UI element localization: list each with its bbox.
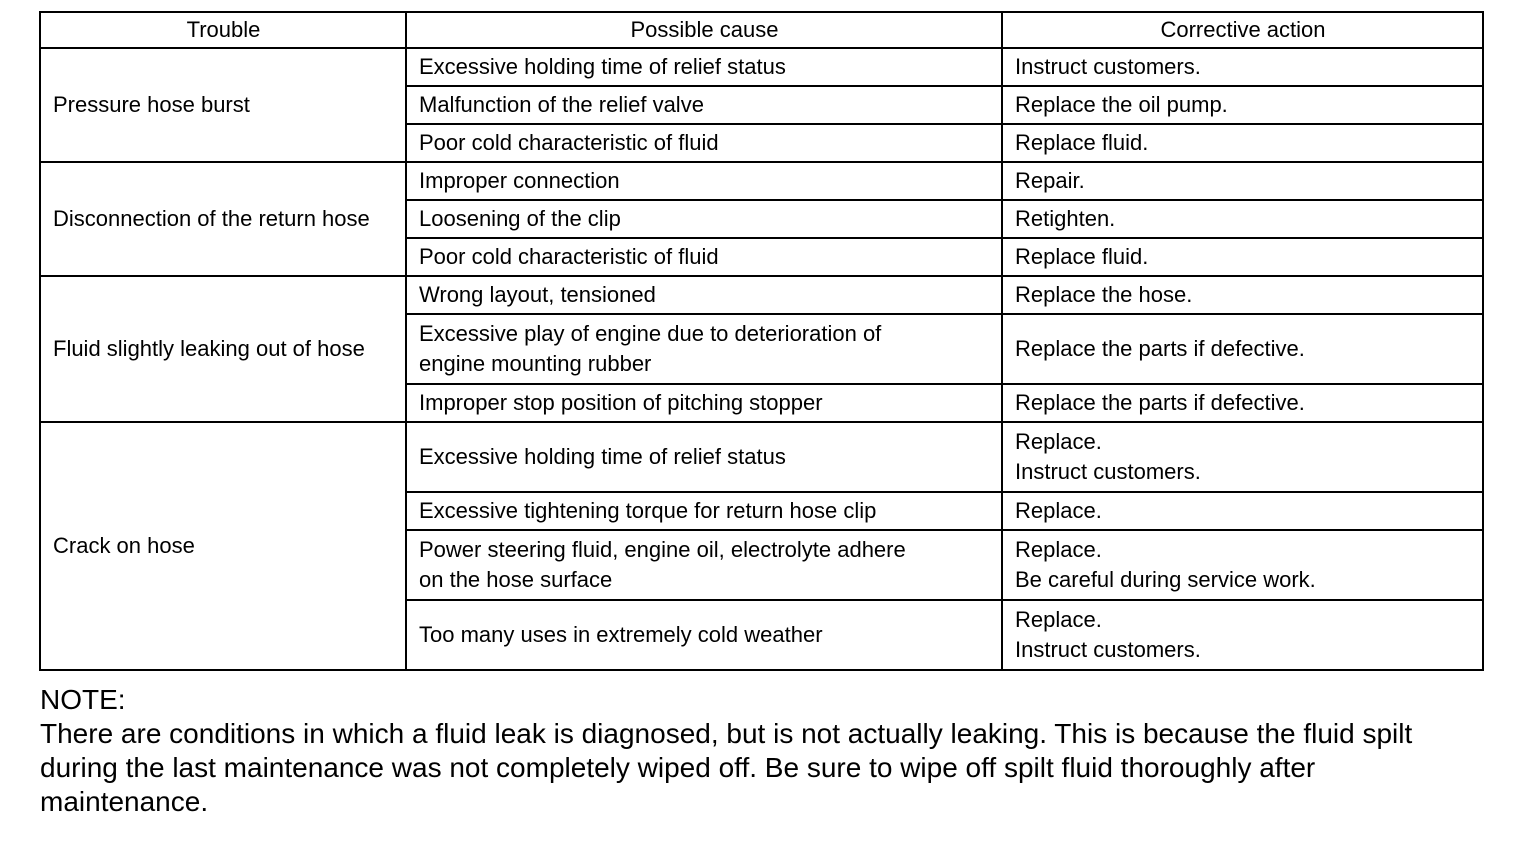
- note-section: [40, 683, 1490, 819]
- action-cell: [1002, 200, 1483, 238]
- cause-cell: [406, 124, 1002, 162]
- cause-cell: [406, 314, 1002, 384]
- action-cell-line: Instruct customers.: [1015, 54, 1201, 79]
- cause-cell: [406, 162, 1002, 200]
- cause-cell-line: Excessive tightening torque for return hose clip: [419, 498, 877, 523]
- action-cell-line: Retighten.: [1015, 206, 1116, 231]
- action-cell-line: Repair.: [1015, 168, 1085, 193]
- action-cell-line: Replace the oil pump.: [1015, 92, 1228, 117]
- cause-cell-line: on the hose surface: [419, 567, 613, 592]
- cause-cell: [406, 86, 1002, 124]
- action-cell-line: Replace fluid.: [1015, 130, 1149, 155]
- cause-cell-line: Poor cold characteristic of fluid: [419, 130, 719, 155]
- cause-cell: [406, 200, 1002, 238]
- action-cell-line: Replace the hose.: [1015, 282, 1193, 307]
- trouble-cell: Fluid slightly leaking out of hose: [40, 276, 406, 422]
- cause-cell-line: Poor cold characteristic of fluid: [419, 244, 719, 269]
- cause-cell-line: Too many uses in extremely cold weather: [419, 622, 823, 647]
- header-possible-cause: Possible cause: [406, 12, 1002, 48]
- action-cell: [1002, 86, 1483, 124]
- action-cell-line: Instruct customers.: [1015, 637, 1201, 662]
- header-trouble: Trouble: [40, 12, 406, 48]
- cause-cell: [406, 276, 1002, 314]
- table-row: [40, 162, 1483, 200]
- cause-cell-line: Loosening of the clip: [419, 206, 621, 231]
- cause-cell: [406, 600, 1002, 670]
- table-body: [40, 48, 1483, 670]
- action-cell-line: Replace.: [1015, 607, 1102, 632]
- note-heading: NOTE:: [40, 684, 126, 715]
- trouble-cell: Crack on hose: [40, 422, 406, 670]
- action-cell: [1002, 422, 1483, 492]
- note-body: There are conditions in which a fluid leak is diagnosed, but is not actually leaking. This is because the fluid spilt during the last maintenance was not completely wiped off. Be sure to wipe off spilt fluid thoroughly after maintenance.: [40, 718, 1413, 817]
- table-row: [40, 48, 1483, 86]
- cause-cell-line: Wrong layout, tensioned: [419, 282, 656, 307]
- action-cell: [1002, 530, 1483, 600]
- action-cell: [1002, 48, 1483, 86]
- cause-cell: [406, 422, 1002, 492]
- action-cell: [1002, 384, 1483, 422]
- action-cell-line: Be careful during service work.: [1015, 567, 1316, 592]
- header-corrective-action: Corrective action: [1002, 12, 1483, 48]
- action-cell: [1002, 276, 1483, 314]
- cause-cell: [406, 238, 1002, 276]
- table-row: [40, 276, 1483, 314]
- cause-cell-line: Excessive holding time of relief status: [419, 444, 786, 469]
- table-row: [40, 422, 1483, 492]
- cause-cell-line: Improper connection: [419, 168, 620, 193]
- action-cell-line: Replace the parts if defective.: [1015, 336, 1305, 361]
- action-cell-line: Replace.: [1015, 537, 1102, 562]
- action-cell: [1002, 238, 1483, 276]
- troubleshooting-sheet: [39, 11, 1482, 671]
- action-cell-line: Instruct customers.: [1015, 459, 1201, 484]
- cause-cell-line: Improper stop position of pitching stopper: [419, 390, 823, 415]
- action-cell-line: Replace fluid.: [1015, 244, 1149, 269]
- table-header-row: [40, 12, 1483, 48]
- action-cell-line: Replace.: [1015, 498, 1102, 523]
- action-cell: [1002, 162, 1483, 200]
- cause-cell-line: Excessive holding time of relief status: [419, 54, 786, 79]
- cause-cell: [406, 48, 1002, 86]
- action-cell: [1002, 492, 1483, 530]
- cause-cell-line: Malfunction of the relief valve: [419, 92, 704, 117]
- action-cell-line: Replace.: [1015, 429, 1102, 454]
- cause-cell: [406, 492, 1002, 530]
- trouble-cell: Pressure hose burst: [40, 48, 406, 162]
- troubleshooting-table: [39, 11, 1484, 671]
- action-cell: [1002, 124, 1483, 162]
- cause-cell-line: Excessive play of engine due to deterioration of: [419, 321, 882, 346]
- action-cell-line: Replace the parts if defective.: [1015, 390, 1305, 415]
- cause-cell-line: engine mounting rubber: [419, 351, 652, 376]
- cause-cell: [406, 530, 1002, 600]
- cause-cell-line: Power steering fluid, engine oil, electrolyte adhere: [419, 537, 906, 562]
- cause-cell: [406, 384, 1002, 422]
- action-cell: [1002, 314, 1483, 384]
- action-cell: [1002, 600, 1483, 670]
- trouble-cell: Disconnection of the return hose: [40, 162, 406, 276]
